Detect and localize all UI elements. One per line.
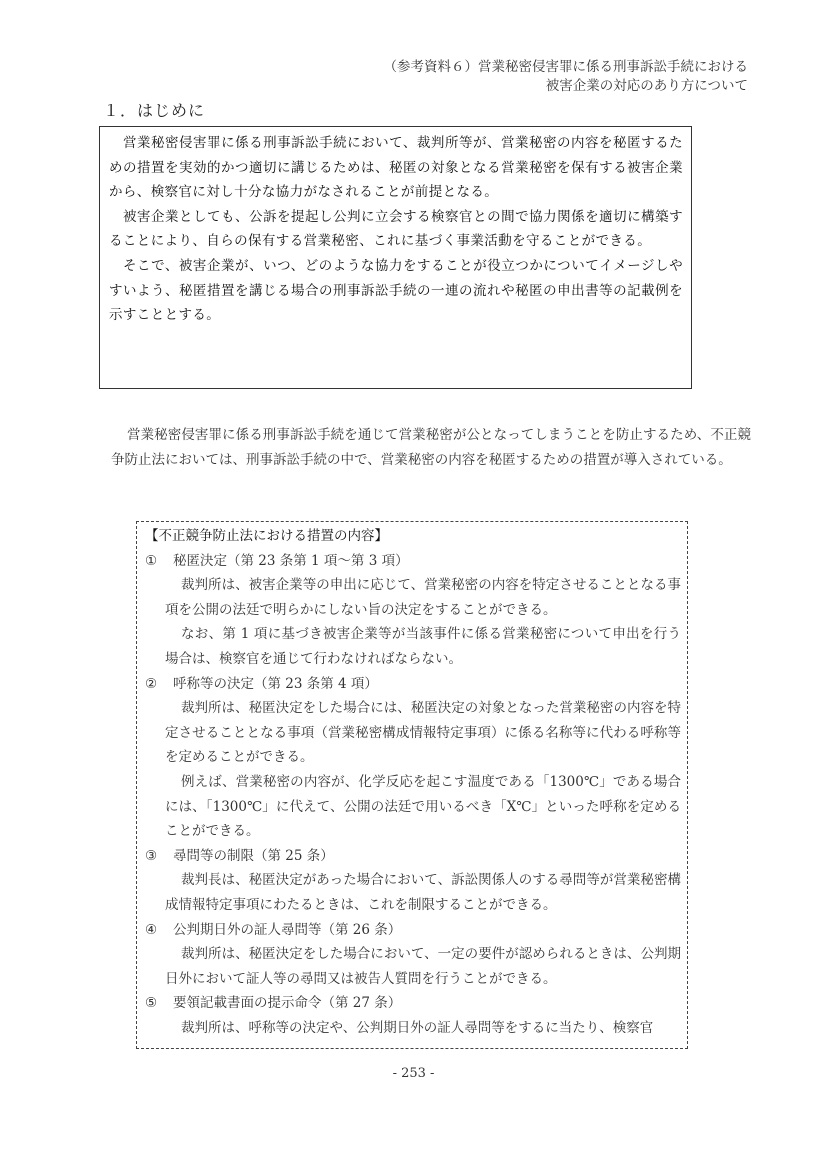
measure-paragraph: 例えば、営業秘密の内容が、化学反応を起こす温度である「1300℃」である場合には、「1300℃」に代えて、公開の法廷で用いるべき「X℃」といった呼称を定めることができる。 [165,773,681,840]
measure-paragraph: 裁判所は、秘匿決定をした場合において、一定の要件が認められるときは、公判期日外において証人等の尋問又は被告人質問を行うことができる。 [165,946,681,987]
measure-heading [145,844,681,869]
document-header [384,58,749,96]
measures-box [136,521,688,1049]
measure-paragraph: 裁判所は、秘匿決定をした場合には、秘匿決定の対象となった営業秘密の内容を特定させることとなる事項（営業秘密構成情報特定事項）に係る名称等に代わる呼称等を定めることができる。 [165,700,681,766]
measure-heading-text: 尋問等の制限（第 25 条） [173,847,334,864]
measure-heading-text: 秘匿決定（第 23 条第 1 項～第 3 項） [173,552,409,569]
measure-number: ① [145,552,158,569]
measure-heading [145,991,681,1016]
measure-number: ⑤ [145,995,158,1012]
measure-paragraph: 裁判所は、被害企業等の申出に応じて、営業秘密の内容を特定させることとなる事項を公開の法廷で明らかにしない旨の決定をすることができる。 [165,577,681,618]
measure-heading [145,549,681,574]
header-line-2: 被害企業の対応のあり方について [545,78,748,94]
header-line-1: （参考資料６）営業秘密侵害罪に係る刑事訴訟手続における [383,59,748,75]
intro-paragraph: 営業秘密侵害罪に係る刑事訴訟手続を通じて営業秘密が公となってしまうことを防止するため、不正競争防止法においては、刑事訴訟手続の中で、営業秘密の内容を秘匿するための措置が導入されている。 [111,427,751,468]
page-number: - 253 - [392,1066,435,1081]
measure-number: ③ [145,847,158,864]
summary-box [99,126,692,389]
measure-paragraph: なお、第 1 項に基づき被害企業等が当該事件に係る営業秘密について申出を行う場合は、検察官を通じて行わなければならない。 [165,626,681,667]
measure-heading [145,918,681,943]
summary-paragraph: そこで、被害企業が、いつ、どのような協力をすることが役立つかについてイメージしやすいよう、秘匿措置を講じる場合の刑事訴訟手続の一連の流れや秘匿の申出書等の記載例を示すこととする。 [109,257,683,324]
measure-number: ④ [145,921,158,938]
measure-paragraph: 裁判長は、秘匿決定があった場合において、訴訟関係人のする尋問等が営業秘密構成情報特定事項にわたるときは、これを制限することができる。 [165,872,681,913]
summary-paragraph: 営業秘密侵害罪に係る刑事訴訟手続において、裁判所等が、営業秘密の内容を秘匿するための措置を実効的かつ適切に講じるためは、秘匿の対象となる営業秘密を保有する被害企業から、検察官に対し十分な協力がなされることが前提となる。 [109,135,683,201]
measure-heading-text: 呼称等の決定（第 23 条第 4 項） [173,675,378,692]
summary-paragraph: 被害企業としても、公訴を提起し公判に立会する検察官との間で協力関係を適切に構築することにより、自らの保有する営業秘密、これに基づく事業活動を守ることができる。 [109,208,683,250]
measure-heading-text: 公判期日外の証人尋問等（第 26 条） [173,921,402,938]
measure-paragraph: 裁判所は、呼称等の決定や、公判期日外の証人尋問等をするに当たり、検察官 [181,1019,654,1036]
measure-number: ② [145,675,158,692]
section-title: １．はじめに [103,101,206,120]
measure-heading [145,672,681,697]
measure-heading-text: 要領記載書面の提示命令（第 27 条） [173,995,402,1012]
measures-box-title: 【不正競争防止法における措置の内容】 [145,528,388,544]
